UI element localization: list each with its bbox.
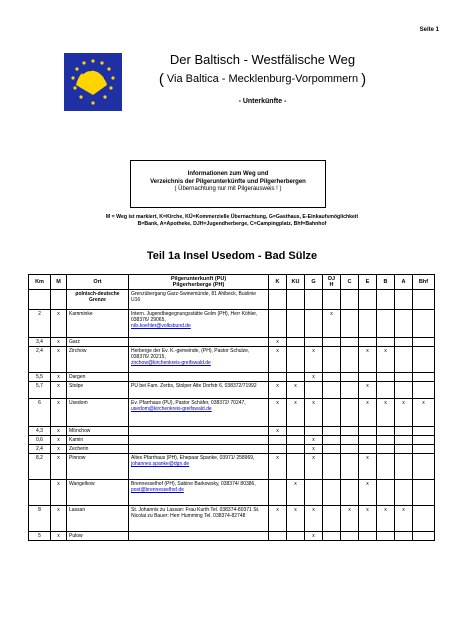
cell-ku — [287, 454, 305, 480]
cell-a — [395, 347, 413, 373]
table-row — [29, 338, 435, 347]
cell-dj — [323, 480, 341, 506]
cell-km: 2,4 — [29, 347, 51, 373]
col-h-label: H — [329, 282, 334, 288]
cell-km — [29, 290, 51, 310]
info-line-3: ( Übernachtung nur mit Pilgerausweis ! ) — [174, 186, 282, 192]
cell-info — [129, 347, 269, 373]
cell-b — [377, 290, 395, 310]
table-row — [29, 480, 435, 506]
cell-m: x — [51, 436, 67, 445]
cell-g: x — [305, 506, 323, 532]
cell-e — [359, 427, 377, 436]
cell-c — [341, 532, 359, 541]
col-g: G — [305, 275, 323, 290]
cell-a — [395, 373, 413, 382]
cell-k: x — [269, 338, 287, 347]
cell-g: x — [305, 445, 323, 454]
cell-info-text: Grenzübergang Garz-Swinemünde, 81 Ahlbeck, Buslinie U16 — [131, 291, 257, 303]
page-number: Seite 1 — [419, 27, 439, 33]
cell-info — [129, 399, 269, 427]
cell-e — [359, 290, 377, 310]
cell-c — [341, 480, 359, 506]
cell-a: x — [395, 506, 413, 532]
email-link[interactable]: zirchow@kirchenkreis-greifswald.de — [131, 360, 211, 366]
cell-b: x — [377, 399, 395, 427]
page-subtitle — [130, 73, 395, 86]
cell-bhf — [413, 427, 435, 436]
cell-k — [269, 373, 287, 382]
cell-c — [341, 373, 359, 382]
cell-info — [129, 382, 269, 399]
cell-g: x — [305, 532, 323, 541]
cell-ort: Kamminke — [67, 310, 129, 338]
cell-ort: Garz — [67, 338, 129, 347]
email-link[interactable]: usedom@kirchenkreis-greifswald.de — [131, 406, 212, 412]
cell-dj — [323, 454, 341, 480]
cell-g — [305, 480, 323, 506]
table-row — [29, 382, 435, 399]
cell-km: 8,2 — [29, 454, 51, 480]
cell-dj — [323, 338, 341, 347]
cell-e: x — [359, 506, 377, 532]
cell-a — [395, 445, 413, 454]
cell-g — [305, 382, 323, 399]
cell-km: 5 — [29, 532, 51, 541]
cell-info-text: Ev. Pfarrhaus (PU), Pastor Schäfer, 038372/ 70247, — [131, 400, 246, 406]
cell-c — [341, 436, 359, 445]
cell-bhf — [413, 480, 435, 506]
cell-b — [377, 338, 395, 347]
cell-bhf — [413, 506, 435, 532]
cell-km: 5,7 — [29, 382, 51, 399]
col-ort: Ort — [67, 275, 129, 290]
subtitle-paren-close: ) — [361, 71, 367, 88]
cell-a — [395, 310, 413, 338]
cell-m: x — [51, 373, 67, 382]
section-label: - Unterkünfte - — [238, 98, 287, 105]
cell-c — [341, 454, 359, 480]
cell-ort: Pinnow — [67, 454, 129, 480]
cell-ort: Zecherin — [67, 445, 129, 454]
cell-c — [341, 338, 359, 347]
table-row — [29, 427, 435, 436]
info-box — [130, 160, 326, 208]
cell-m: x — [51, 347, 67, 373]
cell-info — [129, 506, 269, 532]
cell-c — [341, 445, 359, 454]
cell-m: x — [51, 445, 67, 454]
cell-m: x — [51, 480, 67, 506]
cell-g: x — [305, 454, 323, 480]
cell-info — [129, 480, 269, 506]
cell-ku: x — [287, 506, 305, 532]
cell-info — [129, 454, 269, 480]
cell-bhf — [413, 532, 435, 541]
cell-ku: x — [287, 480, 305, 506]
cell-e: x — [359, 382, 377, 399]
info-line-1: Informationen zum Weg und — [187, 171, 269, 177]
cell-ort: Usedom — [67, 399, 129, 427]
cell-km: 3,4 — [29, 338, 51, 347]
cell-dj — [323, 399, 341, 427]
cell-m: x — [51, 454, 67, 480]
cell-ku — [287, 310, 305, 338]
cell-dj — [323, 347, 341, 373]
cell-dj — [323, 382, 341, 399]
col-djh — [323, 275, 341, 290]
cell-info-text: Brennesselhof (PH), Sabine Barkowsky, 038374/ 80386, — [131, 481, 256, 487]
table-row — [29, 373, 435, 382]
cell-info-text: Altes Pfarrhaus (PH), Ehepaar Spanke, 03971/ 258969, — [131, 455, 255, 461]
col-dj-label: DJ — [327, 276, 336, 282]
cell-k: x — [269, 427, 287, 436]
cell-ku — [287, 373, 305, 382]
cell-bhf — [413, 347, 435, 373]
cell-bhf — [413, 436, 435, 445]
cell-dj — [323, 445, 341, 454]
section-title: Teil 1a Insel Usedom - Bad Sülze — [146, 250, 318, 262]
cell-info — [129, 427, 269, 436]
subtitle-paren-open: ( — [158, 71, 164, 88]
cell-km: 0,6 — [29, 436, 51, 445]
cell-km: 2,4 — [29, 445, 51, 454]
cell-info — [129, 290, 269, 310]
cell-a: x — [395, 399, 413, 427]
cell-bhf — [413, 382, 435, 399]
cell-km: 4,3 — [29, 427, 51, 436]
cell-k — [269, 290, 287, 310]
cell-g — [305, 310, 323, 338]
cell-k: x — [269, 399, 287, 427]
cell-c: x — [341, 506, 359, 532]
table-row — [29, 532, 435, 541]
cell-info-text: Intern. Jugendbegegnungsstätte Golm (PH), Herr Köhler, 038376/ 29065, — [131, 311, 258, 323]
cell-e: x — [359, 347, 377, 373]
cell-bhf — [413, 310, 435, 338]
table-row — [29, 445, 435, 454]
cell-b — [377, 480, 395, 506]
col-a: A — [395, 275, 413, 290]
cell-info — [129, 436, 269, 445]
cell-a — [395, 290, 413, 310]
cell-km: 6 — [29, 399, 51, 427]
cell-a — [395, 436, 413, 445]
cell-km: 5,5 — [29, 373, 51, 382]
cell-km: 2 — [29, 310, 51, 338]
cell-k — [269, 310, 287, 338]
cell-g: x — [305, 373, 323, 382]
cell-ku: x — [287, 382, 305, 399]
cell-m: x — [51, 338, 67, 347]
cell-c — [341, 310, 359, 338]
cell-ku — [287, 427, 305, 436]
cell-e — [359, 310, 377, 338]
table-row — [29, 310, 435, 338]
cell-info-text: PU bei Fam. Zerbs, Stolper Alte Dorfstr 6, 038372/71992 — [131, 383, 257, 389]
cell-b — [377, 373, 395, 382]
cell-bhf — [413, 290, 435, 310]
cell-g — [305, 338, 323, 347]
cell-info-text: Herberge der Ev. K.-gemeinde, (PH), Pastor Schulze, 038376/ 20215, — [131, 348, 250, 360]
col-m: M — [51, 275, 67, 290]
table-header-row — [29, 275, 435, 290]
cell-ku: x — [287, 399, 305, 427]
cell-b: x — [377, 347, 395, 373]
col-ph-label: Pilgerherberge (PH) — [172, 282, 225, 288]
cell-info — [129, 373, 269, 382]
cell-k — [269, 480, 287, 506]
legend-line-2: B=Bank, A=Apotheke, DJH=Jugendherberge, C=Campingplatz, Bhf=Bahnhof — [137, 221, 327, 227]
cell-a — [395, 382, 413, 399]
cell-e: x — [359, 399, 377, 427]
cell-dj — [323, 427, 341, 436]
cell-a — [395, 480, 413, 506]
cell-ku — [287, 338, 305, 347]
cell-m: x — [51, 310, 67, 338]
cell-c — [341, 382, 359, 399]
cell-m: x — [51, 427, 67, 436]
table-row — [29, 454, 435, 480]
cell-m — [51, 290, 67, 310]
scallop-shell-icon — [64, 53, 122, 111]
cell-info — [129, 310, 269, 338]
subtitle-text: Via Baltica - Mecklenburg-Vorpommern — [163, 73, 362, 85]
cell-ku — [287, 290, 305, 310]
cell-c — [341, 290, 359, 310]
cell-a — [395, 454, 413, 480]
legend — [22, 214, 442, 228]
cell-bhf — [413, 454, 435, 480]
cell-bhf — [413, 373, 435, 382]
cell-c — [341, 399, 359, 427]
cell-ku — [287, 445, 305, 454]
cell-b — [377, 427, 395, 436]
cell-k: x — [269, 506, 287, 532]
cell-a — [395, 532, 413, 541]
email-link[interactable]: nils.koehler@volksbund.de — [131, 323, 191, 329]
cell-m: x — [51, 382, 67, 399]
cell-k — [269, 436, 287, 445]
col-k: K — [269, 275, 287, 290]
cell-g: x — [305, 436, 323, 445]
col-bhf: Bhf — [413, 275, 435, 290]
cell-k: x — [269, 347, 287, 373]
page-title: Der Baltisch - Westfälische Weg — [169, 52, 356, 67]
cell-e — [359, 373, 377, 382]
cell-ort: polnisch-deutsche Grenze — [67, 290, 129, 310]
col-ku: KU — [287, 275, 305, 290]
cell-g: x — [305, 347, 323, 373]
cell-dj — [323, 532, 341, 541]
cell-e — [359, 532, 377, 541]
cell-g — [305, 290, 323, 310]
cell-ort: Wangelkow — [67, 480, 129, 506]
info-line-2: Verzeichnis der Pilgerunterkünfte und Pilgerherbergen — [150, 178, 306, 185]
cell-ort: Lassan — [67, 506, 129, 532]
cell-ort: Kamin — [67, 436, 129, 445]
cell-dj — [323, 373, 341, 382]
cell-info — [129, 445, 269, 454]
cell-info — [129, 338, 269, 347]
table-row — [29, 506, 435, 532]
cell-c — [341, 347, 359, 373]
email-link[interactable]: post@brennesselhof.de — [131, 487, 184, 493]
cell-m: x — [51, 399, 67, 427]
cell-ort: Pulow — [67, 532, 129, 541]
cell-k: x — [269, 382, 287, 399]
col-b: B — [377, 275, 395, 290]
col-pu-label: Pilgerunterkunft (PU) — [170, 276, 227, 282]
col-unterkunft — [129, 275, 269, 290]
table-row — [29, 347, 435, 373]
cell-e: x — [359, 454, 377, 480]
cell-k — [269, 532, 287, 541]
cell-ku — [287, 532, 305, 541]
cell-dj — [323, 290, 341, 310]
cell-bhf: x — [413, 399, 435, 427]
cell-ku — [287, 347, 305, 373]
jakobsweg-logo — [64, 53, 122, 111]
cell-ku — [287, 436, 305, 445]
cell-km — [29, 480, 51, 506]
table-row — [29, 290, 435, 310]
email-link[interactable]: johannes.spanke@dgn.de — [131, 461, 190, 467]
cell-m: x — [51, 532, 67, 541]
cell-c — [341, 427, 359, 436]
cell-dj: x — [323, 310, 341, 338]
accommodation-table — [28, 274, 435, 541]
cell-g — [305, 427, 323, 436]
table-row — [29, 399, 435, 427]
cell-e — [359, 338, 377, 347]
cell-ort: Zirchow — [67, 347, 129, 373]
cell-km: 8 — [29, 506, 51, 532]
cell-b — [377, 382, 395, 399]
cell-info-text: St. Johannis zu Lassan: Frau Kurth Tel. 038374-80371 St. Nicolai zu Bauer: Herr Humming Tel. 038374-82748 — [131, 507, 260, 519]
cell-m: x — [51, 506, 67, 532]
cell-k: x — [269, 454, 287, 480]
legend-line-1: M = Weg ist markiert, K=Kirche, KÜ=Kommerzielle Übernachtung, G=Gasthaus, E-Einkaufsmöglichkeit — [105, 214, 359, 220]
col-c: C — [341, 275, 359, 290]
cell-a — [395, 427, 413, 436]
cell-e — [359, 445, 377, 454]
cell-ort: Mönchow — [67, 427, 129, 436]
cell-a — [395, 338, 413, 347]
cell-b: x — [377, 506, 395, 532]
cell-b — [377, 454, 395, 480]
cell-bhf — [413, 445, 435, 454]
cell-b — [377, 436, 395, 445]
cell-g: x — [305, 399, 323, 427]
cell-ort: Stolpe — [67, 382, 129, 399]
cell-ort: Dargen — [67, 373, 129, 382]
cell-e: x — [359, 480, 377, 506]
cell-b — [377, 445, 395, 454]
cell-bhf — [413, 338, 435, 347]
cell-info — [129, 532, 269, 541]
col-km: Km — [29, 275, 51, 290]
cell-dj — [323, 436, 341, 445]
col-e: E — [359, 275, 377, 290]
cell-b — [377, 532, 395, 541]
cell-e — [359, 436, 377, 445]
table-row — [29, 436, 435, 445]
cell-b — [377, 310, 395, 338]
cell-dj — [323, 506, 341, 532]
cell-k — [269, 445, 287, 454]
